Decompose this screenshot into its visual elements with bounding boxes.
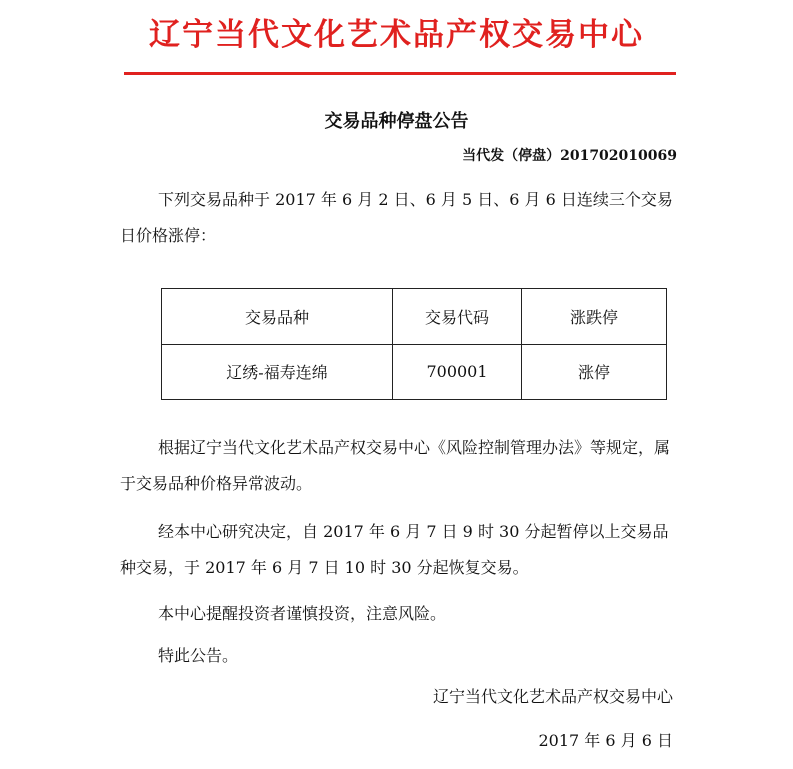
basis-paragraph: 根据辽宁当代文化艺术品产权交易中心《风险控制管理办法》等规定，属于交易品种价格异常波动。: [120, 438, 671, 493]
cell-item-code: 700001: [393, 344, 522, 400]
header-divider: [124, 72, 676, 75]
signature-organization: 辽宁当代文化艺术品产权交易中心: [432, 687, 673, 706]
reminder-paragraph: 本中心提醒投资者谨慎投资，注意风险。: [158, 604, 447, 623]
column-header-limit: 涨跌停: [522, 289, 667, 345]
cell-limit-status: 涨停: [522, 344, 667, 400]
suspended-items-table: [161, 288, 667, 400]
table-header-row: [162, 289, 667, 345]
org-title: 辽宁当代文化艺术品产权交易中心: [149, 17, 644, 53]
document-number: 当代发（停盘）201702010069: [462, 148, 677, 164]
table-row: [162, 344, 667, 400]
cell-item-name: 辽绣-福寿连绵: [162, 344, 393, 400]
closing-paragraph: 特此公告。: [158, 646, 239, 665]
column-header-code: 交易代码: [393, 289, 522, 345]
column-header-item: 交易品种: [162, 289, 393, 345]
notice-title: 交易品种停盘公告: [324, 111, 469, 132]
decision-paragraph: 经本中心研究决定，自 2017 年 6 月 7 日 9 时 30 分起暂停以上交易品种交易，于 2017 年 6 月 7 日 10 时 30 分起恢复交易。: [120, 522, 669, 577]
signature-date: 2017 年 6 月 6 日: [538, 731, 673, 750]
intro-paragraph: 下列交易品种于 2017 年 6 月 2 日、6 月 5 日、6 月 6 日连续三个交易日价格涨停：: [120, 190, 673, 245]
